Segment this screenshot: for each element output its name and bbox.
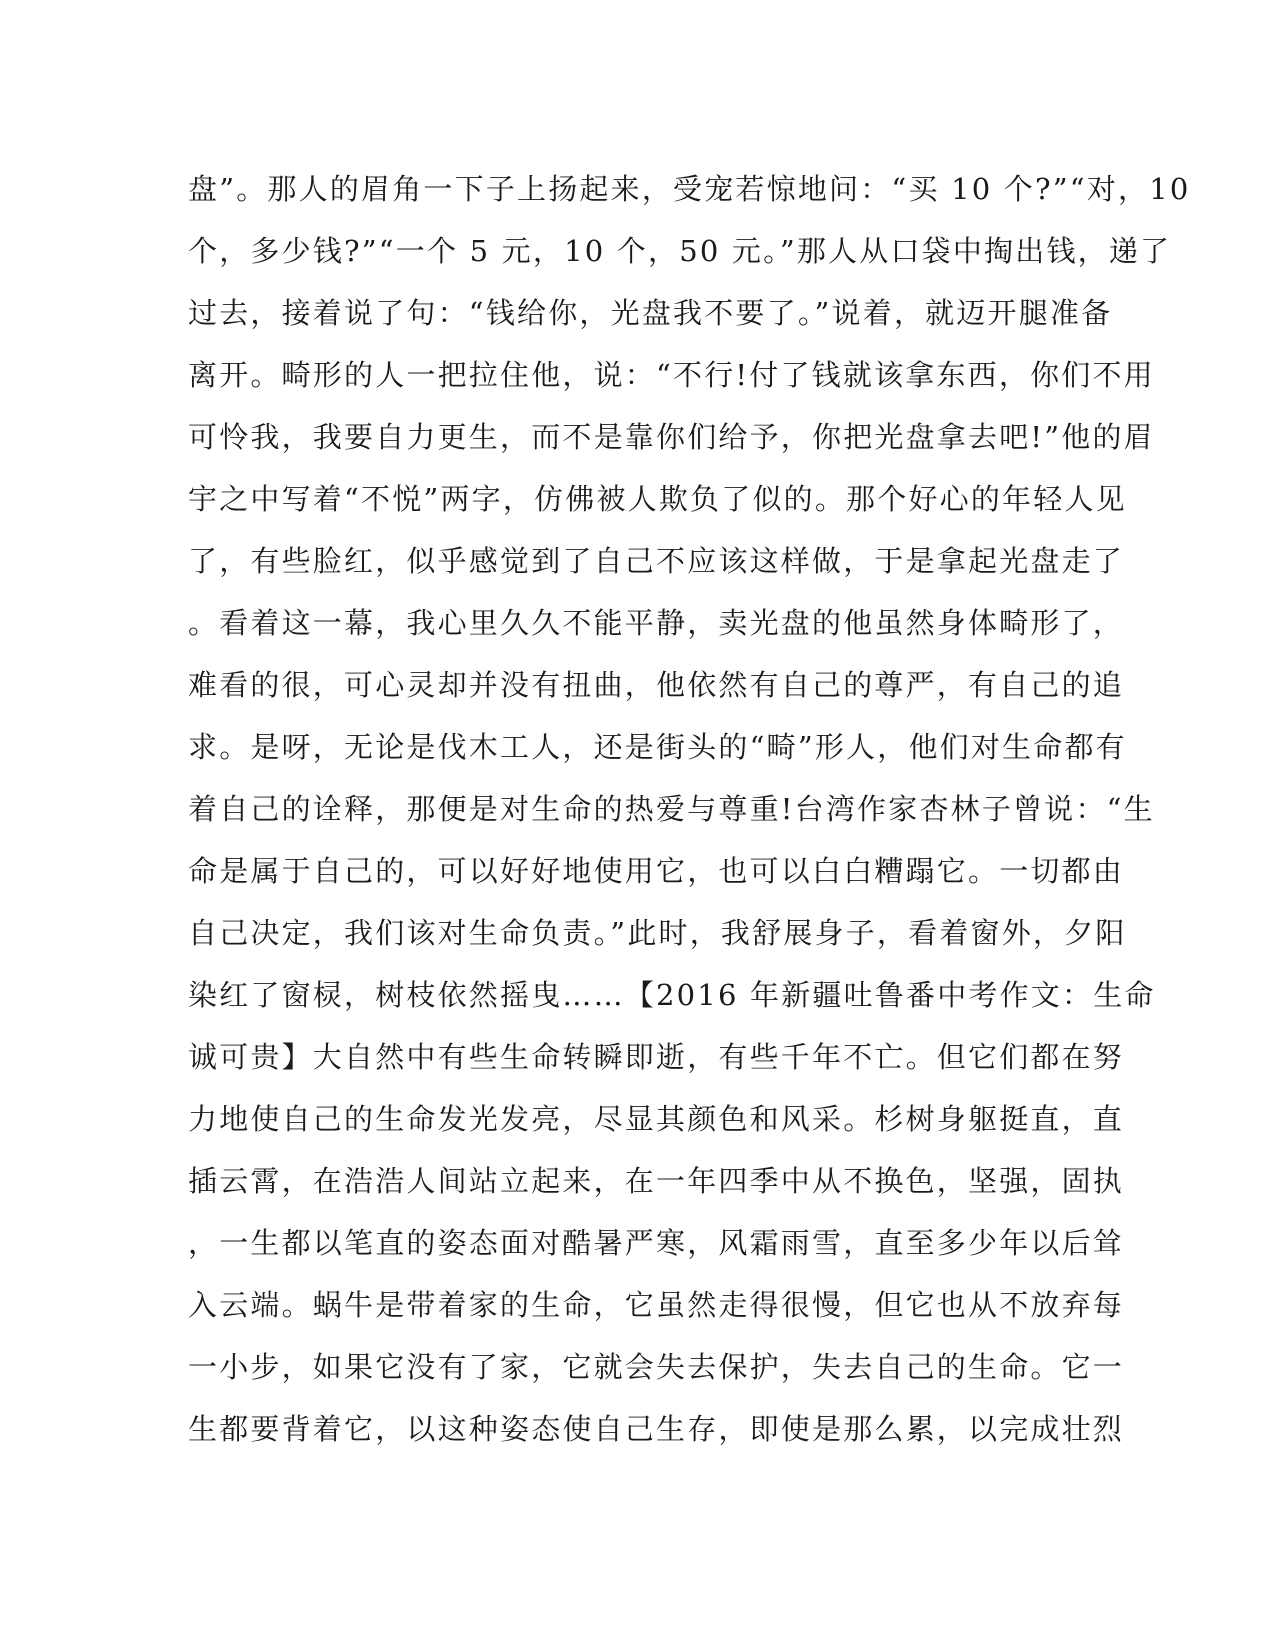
text-line: 自己决定，我们该对生命负责。”此时，我舒展身子，看着窗外，夕阳	[188, 916, 1127, 950]
text-line: 诚可贵】大自然中有些生命转瞬即逝，有些千年不亡。但它们都在努	[188, 1040, 1125, 1074]
text-line: 染红了窗棂，树枝依然摇曳……【2016 年新疆吐鲁番中考作文：生命	[188, 978, 1156, 1012]
text-line: 。看着这一幕，我心里久久不能平静，卖光盘的他虽然身体畸形了，	[188, 606, 1125, 640]
text-line: ，一生都以笔直的姿态面对酷暑严寒，风霜雨雪，直至多少年以后耸	[188, 1226, 1125, 1260]
text-line: 可怜我，我要自力更生，而不是靠你们给予，你把光盘拿去吧!”他的眉	[188, 420, 1155, 454]
text-line: 一小步，如果它没有了家，它就会失去保护，失去自己的生命。它一	[188, 1350, 1125, 1384]
text-line: 命是属于自己的，可以好好地使用它，也可以白白糟蹋它。一切都由	[188, 854, 1125, 888]
text-line: 生都要背着它，以这种姿态使自己生存，即使是那么累，以完成壮烈	[188, 1412, 1125, 1446]
text-line: 离开。畸形的人一把拉住他，说：“不行!付了钱就该拿东西，你们不用	[188, 358, 1155, 392]
text-line: 着自己的诠释，那便是对生命的热爱与尊重!台湾作家杏林子曾说：“生	[188, 792, 1155, 826]
text-line: 插云霄，在浩浩人间站立起来，在一年四季中从不换色，坚强，固执	[188, 1164, 1125, 1198]
body-text	[188, 158, 1191, 1460]
text-line: 过去，接着说了句：“钱给你，光盘我不要了。”说着，就迈开腿准备	[188, 296, 1113, 330]
text-line: 了，有些脸红，似乎感觉到了自己不应该这样做，于是拿起光盘走了	[188, 544, 1125, 578]
text-line: 盘”。那人的眉角一下子上扬起来，受宠若惊地问：“买 10 个?”“对，10	[188, 172, 1191, 206]
text-line: 个，多少钱?”“一个 5 元，10 个，50 元。”那人从口袋中掏出钱，递了	[188, 234, 1172, 268]
text-line: 宇之中写着“不悦”两字，仿佛被人欺负了似的。那个好心的年轻人见	[188, 482, 1127, 516]
text-line: 入云端。蜗牛是带着家的生命，它虽然走得很慢，但它也从不放弃每	[188, 1288, 1125, 1322]
text-line: 求。是呀，无论是伐木工人，还是街头的“畸”形人，他们对生命都有	[188, 730, 1127, 764]
text-line: 难看的很，可心灵却并没有扭曲，他依然有自己的尊严，有自己的追	[188, 668, 1125, 702]
text-line: 力地使自己的生命发光发亮，尽显其颜色和风采。杉树身躯挺直，直	[188, 1102, 1125, 1136]
